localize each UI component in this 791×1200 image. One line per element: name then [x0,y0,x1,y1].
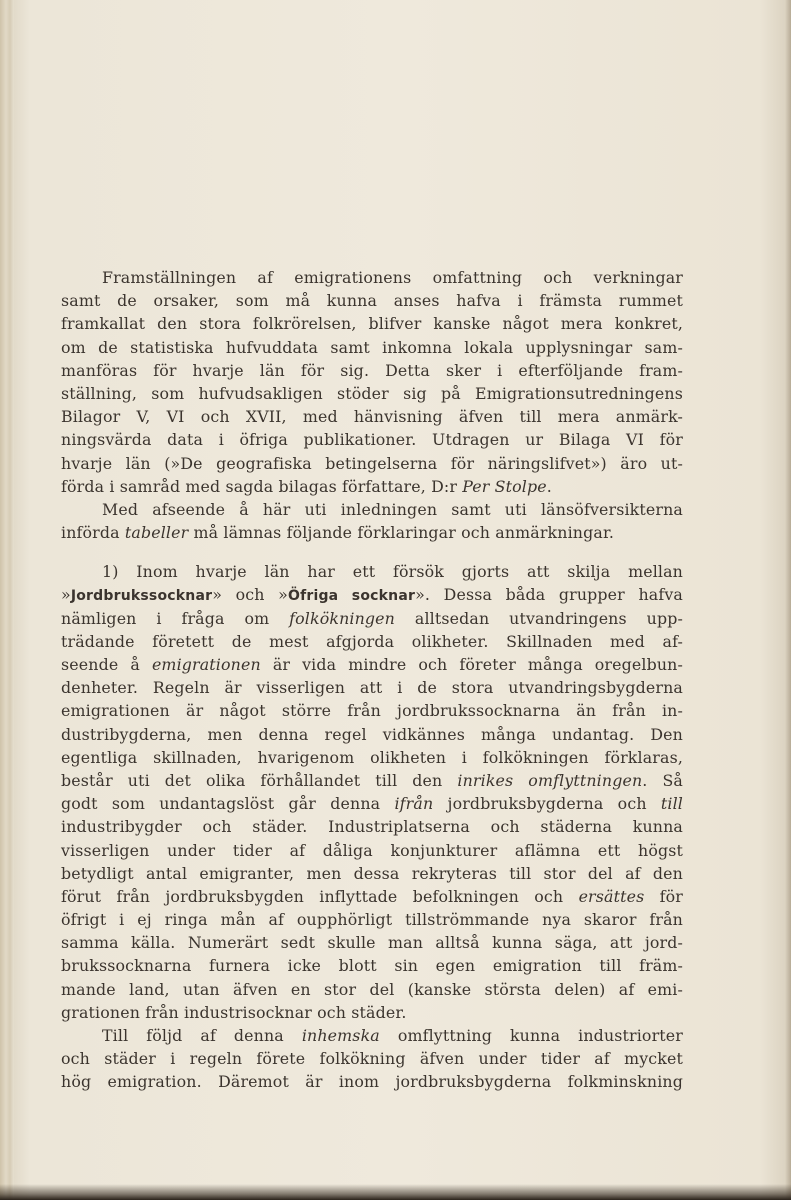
text-line [61,405,683,428]
text-line [61,815,683,838]
text-line [61,336,683,359]
text-line [61,630,683,653]
text-run: dustribygderna, men denna regel vidkännes många undantag. Den [61,724,683,744]
text-run: ningsvärda data i öfriga publikationer. Utdragen ur Bilaga VI för [61,430,683,450]
italic-text: folkökningen [289,608,396,628]
spaced-bold-text: Öfriga socknar [287,588,416,605]
text-line [61,560,683,583]
text-run: införda [61,523,125,543]
text-line [61,885,683,908]
text-line [61,475,683,498]
text-run: godt som undantagslöst går denna [61,794,395,814]
text-line [61,699,683,722]
text-run: Till följd af denna [102,1026,302,1045]
text-line [61,954,683,977]
paragraph [61,1024,683,1094]
text-run: Med afseende å här uti inledningen samt uti länsöfversikterna [102,499,683,519]
text-run: må lämnas följande förklaringar och anmärkningar. [188,523,615,543]
text-run: består uti det olika förhållandet till den [61,770,458,790]
text-run: industribygder och städer. Industriplatserna och städerna kunna [61,817,683,837]
text-line [61,769,683,792]
text-line [61,1024,683,1047]
paragraph-gap [61,544,683,560]
text-line [61,521,683,544]
text-line [61,382,683,405]
text-line [61,931,683,954]
text-line [61,862,683,885]
text-line [61,792,683,815]
text-run: denheter. Regeln är visserligen att i de stora utvandringsbygderna [61,678,683,698]
text-line [61,723,683,746]
text-run: hög emigration. Däremot är inom jordbruksbygderna folkminskning [61,1072,683,1092]
text-run: för [644,886,683,906]
page-bottom-shadow [0,1184,791,1200]
text-run: . Så [642,770,684,790]
text-run: öfrigt i ej ringa mån af oupphörligt tillströmmande nya skaror från [61,910,683,930]
paragraph [61,498,683,544]
text-line [61,607,683,630]
text-run: . [546,476,552,496]
text-run: visserligen under tider af dåliga konjunkturer aflämna ett högst [61,840,683,860]
text-run: samma källa. Numerärt sedt skulle man alltså kunna säga, att jord- [61,933,683,953]
text-run: » och » [212,585,288,605]
text-line [61,653,683,676]
text-line [61,498,683,521]
text-line [61,1047,683,1070]
text-line [61,452,683,475]
text-run: hvarje län (»De geografiska betingelserna för näringslifvet») äro ut- [61,453,683,473]
text-line [61,839,683,862]
text-run: omflyttning kunna industriorter [379,1026,683,1045]
text-run: alltsedan utvandringens upp- [395,608,683,628]
italic-text: tabeller [124,523,189,543]
text-run: 1) Inom hvarje län har ett försök gjorts att skilja mellan [102,562,683,582]
text-line [61,289,683,312]
text-run: ». Dessa båda grupper hafva [415,585,683,605]
text-run: grationen från industrisocknar och städer. [61,1002,407,1022]
text-run: om de statistiska hufvuddata samt inkomna lokala upplysningar sam- [61,337,683,357]
text-line [61,908,683,931]
text-run: egentliga skillnaden, hvarigenom olikheten i folkökningen förklaras, [61,747,683,767]
text-line [61,978,683,1001]
italic-text: till [660,794,683,814]
body-text [61,266,683,1094]
text-run: jordbruksbygderna och [433,794,661,814]
text-run: samt de orsaker, som må kunna anses hafva i främsta rummet [61,291,683,311]
italic-text: inrikes omflyttningen [457,770,643,790]
text-line [61,676,683,699]
text-run: » [61,585,71,605]
text-line [61,359,683,382]
italic-text: inhemska [301,1026,380,1045]
text-run: och städer i regeln förete folkökning äfven under tider af mycket [61,1049,683,1069]
text-run: betydligt antal emigranter, men dessa rekryteras till stor del af den [61,863,683,883]
text-line [61,1001,683,1024]
text-line [61,266,683,289]
text-line [61,583,683,606]
text-line [61,428,683,451]
spaced-bold-text: Jordbrukssocknar [70,588,213,605]
text-run: trädande företett de mest afgjorda olikheter. Skillnaden med af- [61,631,683,651]
text-run: förut från jordbruksbygden inflyttade befolkningen och [61,886,579,906]
text-line [61,746,683,769]
text-run: manföras för hvarje län för sig. Detta sker i efterföljande fram- [61,360,683,380]
text-run: förda i samråd med sagda bilagas författare, D:r [61,476,463,496]
page-right-edge [785,0,791,1200]
text-run: ställning, som hufvudsakligen stöder sig på Emigrationsutredningens [61,383,683,403]
text-run: mande land, utan äfven en stor del (kanske största delen) af emi- [61,979,683,999]
italic-text: ersättes [578,886,645,906]
text-run: brukssocknarna furnera icke blott sin egen emigration till främ- [61,956,683,976]
text-run: Bilagor V, VI och XVII, med hänvisning äfven till mera anmärk- [61,407,683,427]
italic-text: emigrationen [151,655,261,674]
paragraph [61,266,683,498]
text-run: seende å [61,655,152,674]
text-run: Framställningen af emigrationens omfattning och verkningar [102,268,683,287]
text-run: nämligen i fråga om [61,608,290,628]
text-line [61,312,683,335]
book-binding-edge [0,0,14,1200]
text-line [61,1070,683,1093]
italic-text: ifrån [394,794,434,814]
text-run: framkallat den stora folkrörelsen, blifver kanske något mera konkret, [61,314,683,334]
paragraph [61,560,683,1024]
text-run: emigrationen är något större från jordbrukssocknarna än från in- [61,701,683,721]
italic-text: Per Stolpe [462,476,547,496]
text-run: är vida mindre och företer många oregelbun- [260,655,683,674]
